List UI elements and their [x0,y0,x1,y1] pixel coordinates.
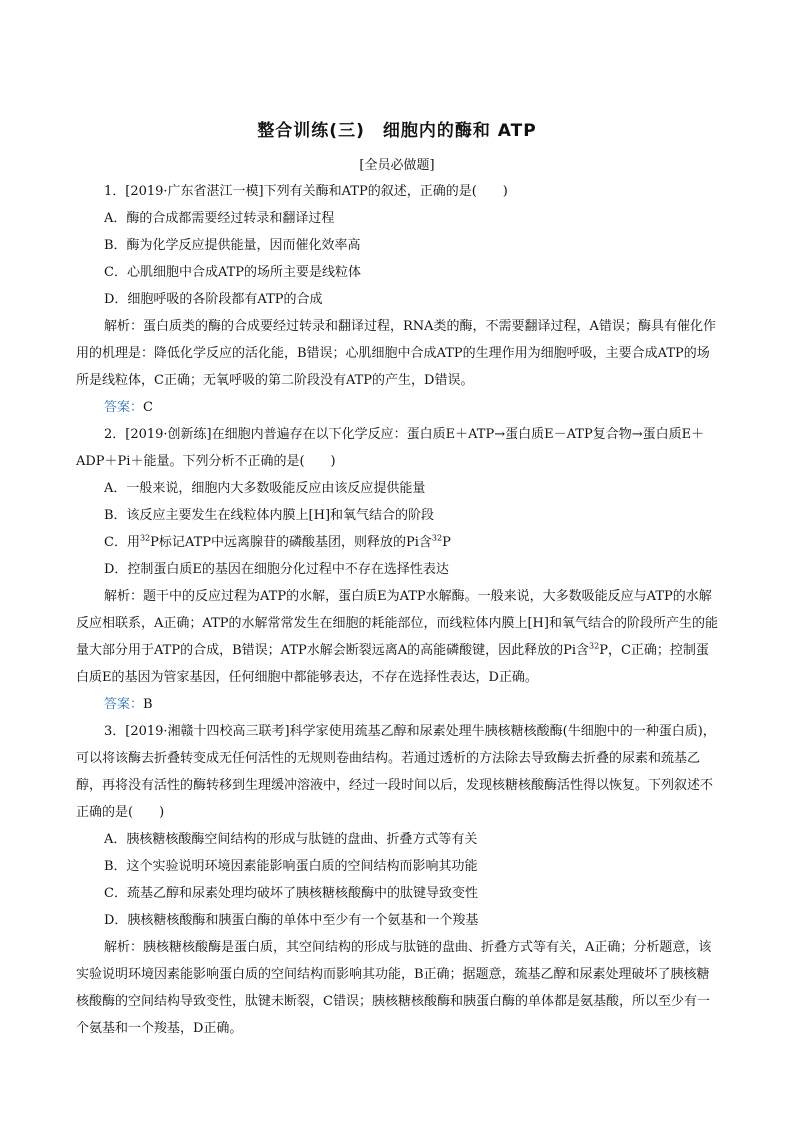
analysis-text-2: P，C正确；控制蛋白质E的基因为管家基因，任何细胞中都能够表达，不存在选择性表达，D正确。 [76,643,709,685]
section-subtitle: [全员必做题] [359,158,435,173]
question-3-stem: 3．[2019·湘赣十四校高三联考]科学家使用巯基乙醇和尿素处理牛胰核糖核酸酶(牛细胞中的一种蛋白质)，可以将该酶去折叠转变成无任何活性的无规则卷曲结构。若通过透析的方法除去导致酶去折叠的尿素和巯基乙醇，再将没有活性的酶转移到生理缓冲溶液中，经过一段时间以后，发现核糖核酸酶活性得以恢复。下列叙述不正确的是( ) [76,724,716,820]
question-3-option-d: D．胰核糖核酸酶和胰蛋白酶的单体中至少有一个氨基和一个羧基 [104,913,479,928]
question-1-option-d: D．细胞呼吸的各阶段都有ATP的合成 [104,292,323,307]
question-1-option-b: B．酶为化学反应提供能量，因而催化效率高 [104,238,361,253]
question-2-option-a: A．一般来说，细胞内大多数吸能反应由该反应提供能量 [104,481,426,496]
question-2-option-d: D．控制蛋白质E的基因在细胞分化过程中不存在选择性表达 [104,562,449,577]
question-3-analysis: 解析：胰核糖核酸酶是蛋白质，其空间结构的形成与肽链的盘曲、折叠方式等有关，A正确；分析题意，该实验说明环境因素能影响蛋白质的空间结构而影响其功能，B正确；据题意，巯基乙醇和尿素处理破坏了胰核糖核酸酶的空间结构导致变性，肽键未断裂，C错误；胰核糖核酸酶和胰蛋白酶的单体都是氨基酸，所以至少有一个氨基和一个羧基，D正确。 [76,940,712,1036]
question-2-answer [76,691,718,718]
question-2-analysis [76,583,718,691]
document-body [76,178,718,1042]
answer-value: B [143,697,153,712]
analysis-text-1: 解析：题干中的反应过程为ATP的水解，蛋白质E为ATP水解酶。一般来说，大多数吸能反应与ATP的水解反应相联系，A正确；ATP的水解常常发生在细胞的耗能部位，而线粒体内膜上[H]和氧气结合的阶段所产生的能量大部分用于ATP的合成，B错误；ATP水解会断裂远离A的高能磷酸键，因此释放的Pi含 [76,589,718,658]
page-title: 整合训练(三) 细胞内的酶和 ATP [257,121,537,141]
answer-label: 答案： [104,697,144,712]
answer-label: 答案： [104,400,144,415]
option-c-text-3: P [442,535,451,550]
question-2-option-b: B．该反应主要发生在线粒体内膜上[H]和氧气结合的阶段 [104,508,435,523]
isotope-superscript: 32 [139,533,151,543]
question-3-option-c: C．巯基乙醇和尿素处理均破坏了胰核糖核酸酶中的肽键导致变性 [104,886,478,901]
option-c-text-2: P标记ATP中远离腺苷的磷酸基团，则释放的Pi含 [150,535,432,550]
question-2-option-c [76,529,718,556]
question-2-stem: 2．[2019·创新练]在细胞内普遍存在以下化学反应：蛋白质E＋ATP→蛋白质E－ATP复合物→蛋白质E＋ADP＋Pi＋能量。下列分析不正确的是( ) [76,427,705,469]
question-1-option-a: A．酶的合成都需要经过转录和翻译过程 [104,211,335,226]
answer-value: C [143,400,153,415]
question-1-option-c: C．心肌细胞中合成ATP的场所主要是线粒体 [104,265,362,280]
question-1-answer [76,394,718,421]
question-3-option-b: B．这个实验说明环境因素能影响蛋白质的空间结构而影响其功能 [104,859,478,874]
question-3-option-a: A．胰核糖核酸酶空间结构的形成与肽链的盘曲、折叠方式等有关 [104,832,478,847]
isotope-superscript: 32 [431,533,443,543]
question-1-stem: 1．[2019·广东省湛江一模]下列有关酶和ATP的叙述，正确的是( ) [104,184,508,199]
isotope-superscript: 32 [589,641,600,651]
option-c-text-1: C．用 [104,535,140,550]
question-1-analysis: 解析：蛋白质类的酶的合成要经过转录和翻译过程，RNA类的酶，不需要翻译过程，A错误；酶具有催化作用的机理是：降低化学反应的活化能，B错误；心肌细胞中合成ATP的生理作用为细胞呼吸，主要合成ATP的场所是线粒体，C正确；无氧呼吸的第二阶段没有ATP的产生，D错误。 [76,319,716,388]
